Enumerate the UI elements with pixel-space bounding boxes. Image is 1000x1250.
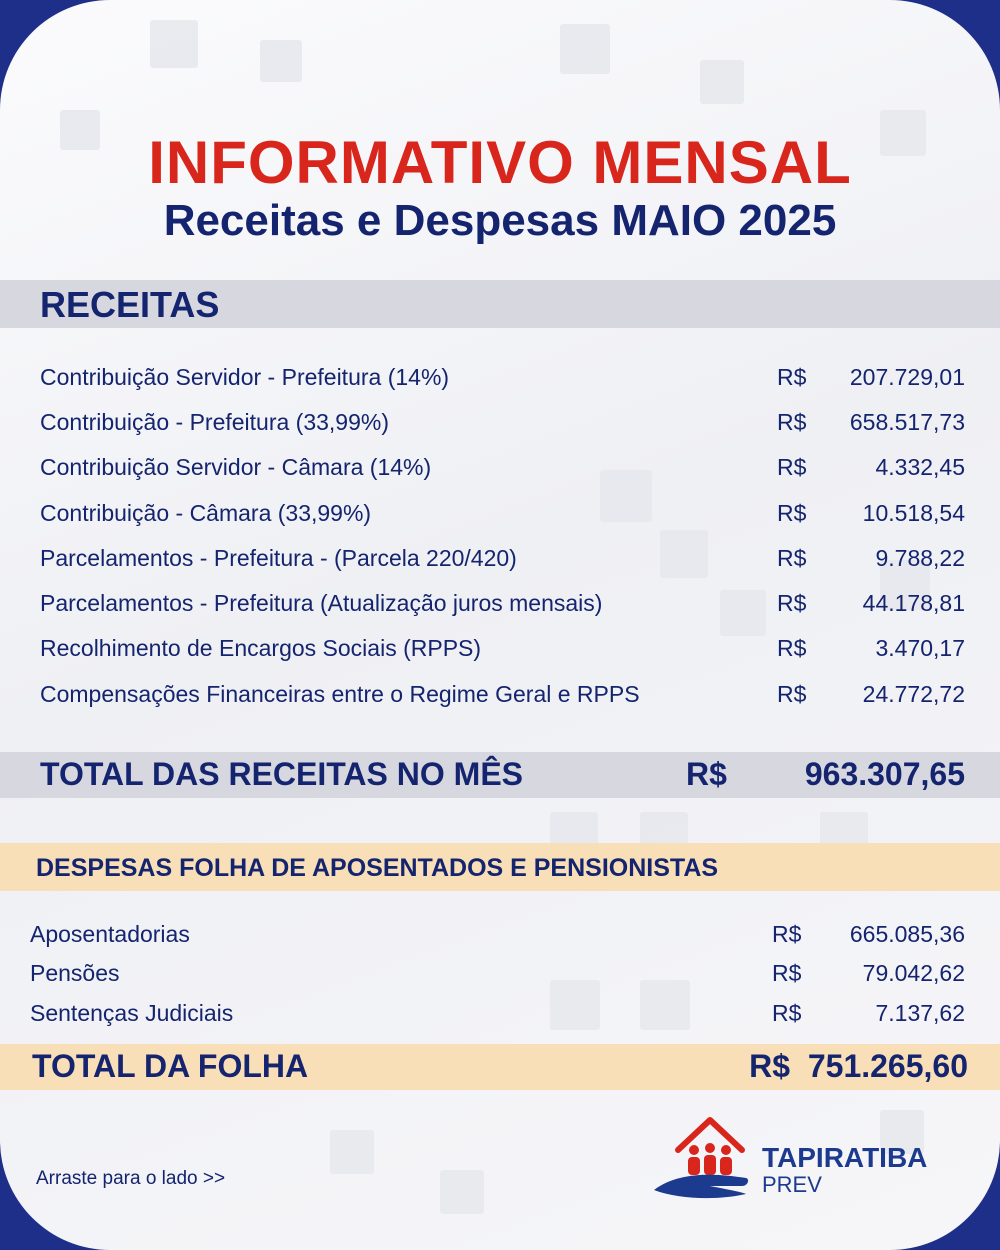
currency-symbol: R$ (777, 681, 807, 707)
despesa-row (30, 1000, 970, 1034)
currency-symbol: R$ (772, 921, 802, 947)
receita-row (40, 500, 970, 534)
logo-name: TAPIRATIBA (762, 1142, 928, 1173)
receita-row (40, 635, 970, 669)
receita-amount: 24.772,72 (862, 681, 965, 707)
despesa-row (30, 960, 970, 994)
despesas-total-value: R$ 751.265,60 (749, 1048, 968, 1084)
receita-amount: 207.729,01 (849, 364, 965, 390)
receita-row (40, 409, 970, 443)
logo-subname: PREV (762, 1172, 822, 1197)
receita-amount: 4.332,45 (875, 454, 965, 480)
background-pattern (260, 40, 302, 82)
receita-amount: 44.178,81 (862, 590, 965, 616)
receita-amount: 3.470,17 (875, 635, 965, 661)
receita-label: Contribuição - Câmara (33,99%) (40, 500, 372, 526)
despesas-section-title: DESPESAS FOLHA DE APOSENTADOS E PENSIONISTAS (36, 854, 719, 882)
background-pattern (150, 20, 198, 68)
receita-row (40, 545, 970, 579)
despesa-label: Sentenças Judiciais (30, 1000, 234, 1026)
receita-row (40, 364, 970, 398)
receitas-total-amount: 963.307,65 (804, 756, 965, 792)
despesa-label: Pensões (30, 960, 120, 986)
receita-label: Contribuição - Prefeitura (33,99%) (40, 409, 389, 435)
currency-symbol: R$ (777, 409, 807, 435)
currency-symbol: R$ (777, 364, 807, 390)
currency-symbol: R$ (772, 1000, 802, 1026)
background-pattern (440, 1170, 484, 1214)
background-pattern (560, 24, 610, 74)
receita-amount: 658.517,73 (849, 409, 965, 435)
receita-amount: 10.518,54 (862, 500, 965, 526)
receita-label: Compensações Financeiras entre o Regime Geral e RPPS (40, 681, 640, 707)
despesa-amount: 665.085,36 (849, 921, 965, 947)
swipe-hint[interactable]: Arraste para o lado >> (36, 1168, 226, 1189)
background-pattern (700, 60, 744, 104)
despesa-amount: 7.137,62 (875, 1000, 965, 1026)
receita-label: Contribuição Servidor - Prefeitura (14%) (40, 364, 450, 390)
receita-label: Recolhimento de Encargos Sociais (RPPS) (40, 635, 482, 661)
receita-label: Parcelamentos - Prefeitura (Atualização juros mensais) (40, 590, 603, 616)
main-title: INFORMATIVO MENSAL (148, 129, 852, 196)
receita-amount: 9.788,22 (875, 545, 965, 571)
receitas-total-label: TOTAL DAS RECEITAS NO MÊS (40, 756, 523, 792)
receita-row (40, 590, 970, 624)
currency-symbol: R$ (777, 500, 807, 526)
despesa-amount: 79.042,62 (862, 960, 965, 986)
currency-symbol: R$ (777, 454, 807, 480)
currency-symbol: R$ (772, 960, 802, 986)
currency-symbol: R$ (777, 635, 807, 661)
receitas-section-title: RECEITAS (40, 284, 220, 325)
receita-label: Parcelamentos - Prefeitura - (Parcela 220/420) (40, 545, 517, 571)
currency-symbol: R$ (777, 590, 807, 616)
despesas-total-label: TOTAL DA FOLHA (32, 1048, 309, 1084)
currency-symbol: R$ (777, 545, 807, 571)
receita-row (40, 681, 970, 715)
receita-label: Contribuição Servidor - Câmara (14%) (40, 454, 432, 480)
subtitle: Receitas e Despesas MAIO 2025 (163, 196, 837, 245)
receita-row (40, 454, 970, 488)
background-pattern (330, 1130, 374, 1174)
despesa-row (30, 921, 970, 955)
receitas-total-currency: R$ (686, 756, 727, 792)
despesa-label: Aposentadorias (30, 921, 190, 947)
